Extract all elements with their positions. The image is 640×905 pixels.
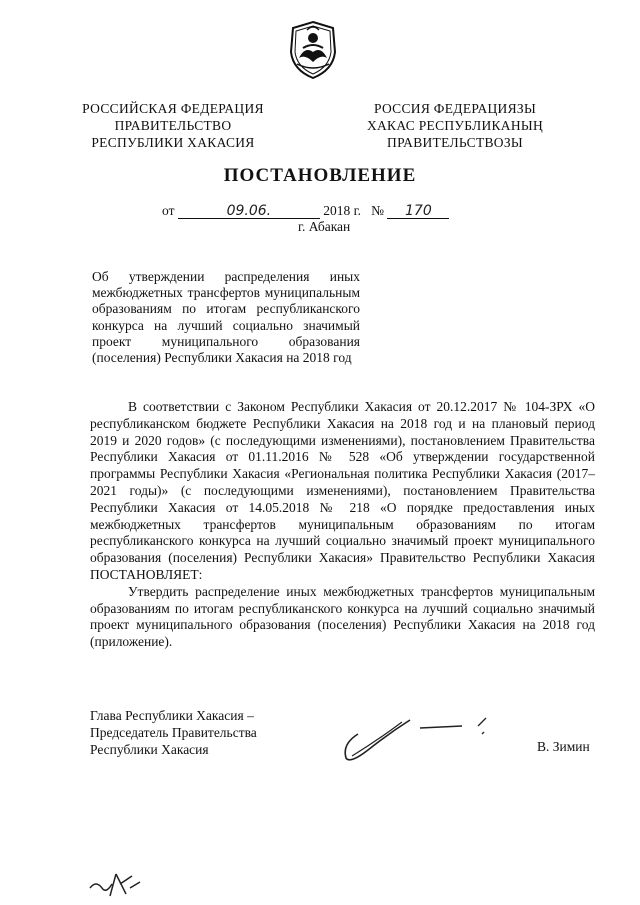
number-handwritten: 170 <box>405 203 432 219</box>
signatory-position <box>90 707 257 758</box>
header-right-line-2: ХАКАС РЕСПУБЛИКАНЫҢ <box>366 118 544 133</box>
document-title: ПОСТАНОВЛЕНИЕ <box>223 165 417 186</box>
city: г. Абакан <box>298 219 351 234</box>
document-subject: Об утверждении распределения иных межбюджетных трансфертов муниципальным образованиям по итогам республиканского конкурса на лучший социально значимый проект муниципального образования (поселения) Республики Хакасия на 2018 год <box>92 269 360 366</box>
header-right <box>350 100 560 151</box>
signatory-position-line-2: Председатель Правительства <box>90 725 257 740</box>
coat-of-arms-emblem <box>283 18 343 82</box>
signatory-position-line-1: Глава Республики Хакасия – <box>90 708 254 723</box>
header-left <box>68 100 278 151</box>
header-left-line-1: РОССИЙСКАЯ ФЕДЕРАЦИЯ <box>82 101 264 116</box>
date-line <box>162 203 449 219</box>
body-paragraph-2: Утвердить распределение иных межбюджетных трансфертов муниципальным образованиям по итогам республиканского конкурса на лучший социально значимый проект муниципального образования (поселения) Республики Хакасия на 2018 год (приложение). <box>90 583 595 650</box>
date-from-label: от <box>162 203 175 218</box>
number-label: № <box>371 203 385 218</box>
number-field <box>387 203 449 219</box>
header-left-line-2: ПРАВИТЕЛЬСТВО <box>114 118 232 133</box>
signatory-position-line-3: Республики Хакасия <box>90 742 209 757</box>
signatory-name: В. Зимин <box>537 739 590 754</box>
date-year: 2018 г. <box>323 203 361 218</box>
header-right-line-1: РОССИЯ ФЕДЕРАЦИЯЗЫ <box>373 101 537 116</box>
header-left-line-3: РЕСПУБЛИКИ ХАКАСИЯ <box>91 135 255 150</box>
body-paragraph-1: В соответствии с Законом Республики Хакасия от 20.12.2017 № 104-ЗРХ «О республиканском бюджете Республики Хакасия на 2018 год и на плановый период 2019 и 2020 годов» (с последующими изменениями), постановлением Правительства Республики Хакасия от 01.11.2016 № 528 «Об утверждении государственной программы Республики Хакасия «Региональная политика Республики Хакасия (2017–2021 годы)» (с последующими изменениями), постановлением Правительства Республики Хакасия от 14.05.2018 № 218 «О порядке предоставления иных межбюджетных трансфертов муниципальным образованиям по итогам республиканского конкурса на лучший социально значимый проект муниципального образования (поселения) Республики Хакасия» Правительство Республики Хакасия ПОСТАНОВЛЯЕТ: <box>90 399 595 582</box>
handwritten-mark <box>86 868 146 900</box>
document-body <box>90 399 595 651</box>
date-field <box>178 203 320 219</box>
header-right-line-3: ПРАВИТЕЛЬСТВОЗЫ <box>387 135 523 150</box>
handwritten-signature <box>338 714 498 764</box>
date-handwritten: 09.06. <box>226 203 272 219</box>
